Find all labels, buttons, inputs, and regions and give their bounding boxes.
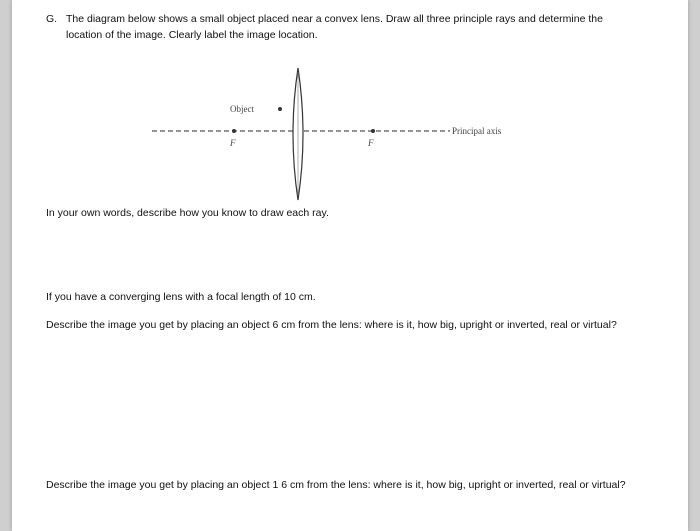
prompt-rays: In your own words, describe how you know to draw each ray. (46, 207, 329, 219)
prompt-lens: If you have a converging lens with a focal length of 10 cm. (46, 291, 316, 303)
principal-axis-label: Principal axis (452, 126, 502, 136)
worksheet-page (12, 0, 688, 531)
lens-diagram-svg (12, 60, 688, 210)
focal-point-right (371, 129, 375, 133)
question-g (46, 12, 666, 44)
prompt-6cm: Describe the image you get by placing an object 6 cm from the lens: where is it, how big, upright or inverted, real or virtual? (46, 319, 617, 331)
lens-diagram (12, 60, 688, 210)
object-dot (278, 107, 282, 111)
prompt-16cm: Describe the image you get by placing an object 1 6 cm from the lens: where is it, how big, upright or inverted, real or virtual? (46, 479, 626, 491)
question-number: G. (46, 13, 58, 25)
question-text-line1: The diagram below shows a small object placed near a convex lens. Draw all three principle rays and determine the (66, 13, 603, 25)
focal-point-left (232, 129, 236, 133)
object-label: Object (230, 104, 254, 114)
question-text-line2: location of the image. Clearly label the image location. (66, 28, 318, 41)
focal-label-left: F (230, 138, 236, 148)
focal-label-right: F (368, 138, 374, 148)
